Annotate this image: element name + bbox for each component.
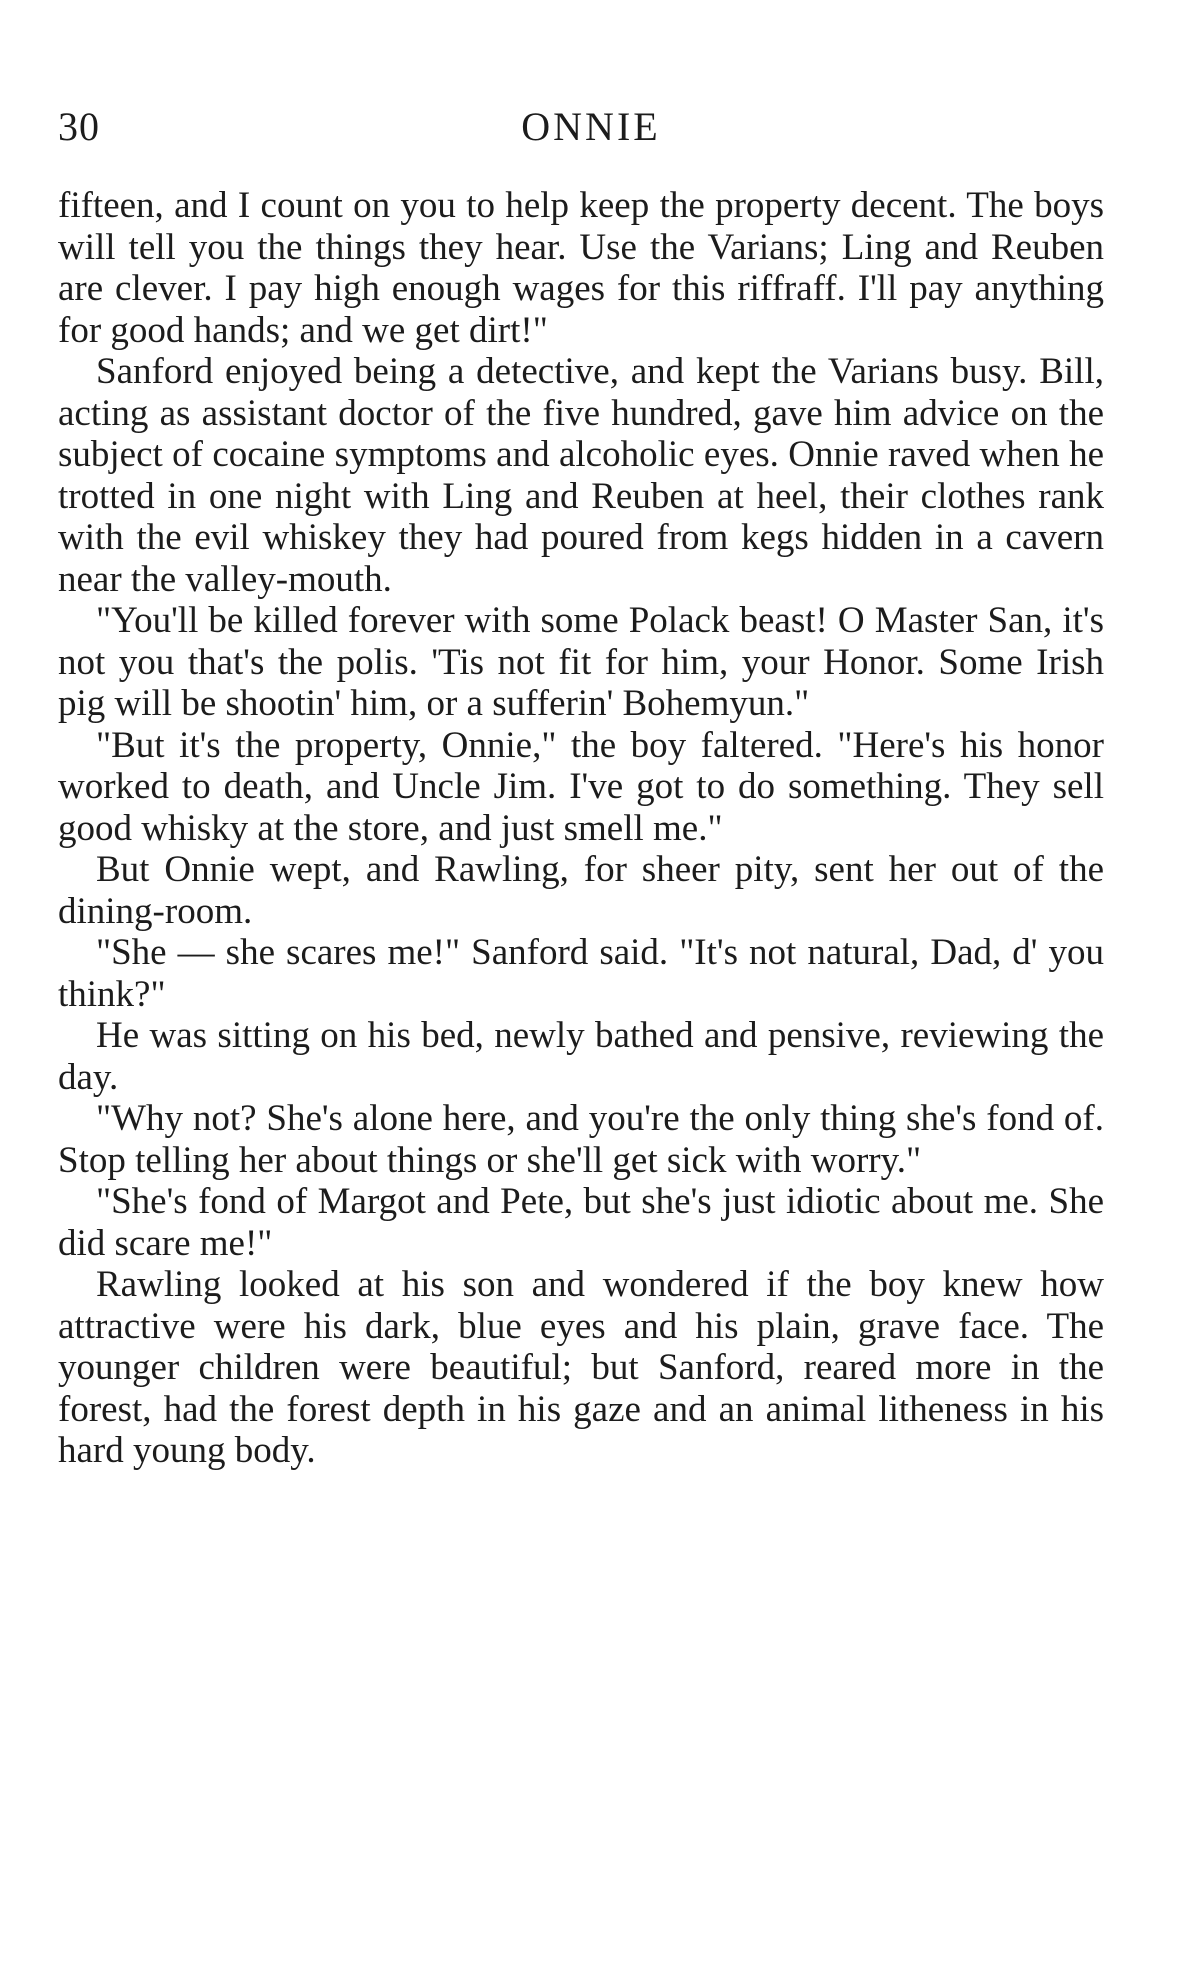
- paragraph: But Onnie wept, and Rawling, for sheer pity, sent her out of the dining-room.: [58, 849, 1104, 932]
- paragraph: "She — she scares me!" Sanford said. "It's not natural, Dad, d' you think?": [58, 932, 1104, 1015]
- running-title: ONNIE: [521, 104, 661, 149]
- paragraph: "You'll be killed forever with some Polack beast! O Master San, it's not you that's the polis. 'Tis not fit for him, your Honor. Some Irish pig will be shootin' him, or a sufferin' Bohemyun.": [58, 600, 1104, 724]
- paragraph: Rawling looked at his son and wondered if the boy knew how attractive were his dark, blue eyes and his plain, grave face. The younger children were beautiful; but Sanford, reared more in the forest, had the forest depth in his gaze and an animal litheness in his hard young body.: [58, 1264, 1104, 1471]
- page-number: 30: [58, 104, 100, 149]
- paragraph: "But it's the property, Onnie," the boy faltered. "Here's his honor worked to death, and Uncle Jim. I've got to do something. They sell good whisky at the store, and just smell me.": [58, 724, 1104, 849]
- paragraph: fifteen, and I count on you to help keep the property decent. The boys will tell you the things they hear. Use the Varians; Ling and Reuben are clever. I pay high enough wages for this riffraff. I'll pay anything for good hands; and we get dirt!": [58, 185, 1104, 351]
- body-text: [58, 185, 1104, 1472]
- paragraph: "Why not? She's alone here, and you're the only thing she's fond of. Stop telling her about things or she'll get sick with worry.": [58, 1098, 1104, 1181]
- paragraph: He was sitting on his bed, newly bathed and pensive, reviewing the day.: [58, 1015, 1104, 1098]
- paragraph: Sanford enjoyed being a detective, and kept the Varians busy. Bill, acting as assistant doctor of the five hundred, gave him advice on the subject of cocaine symptoms and alcoholic eyes. Onnie raved when he trotted in one night with Ling and Reuben at heel, their clothes rank with the evil whiskey they had poured from kegs hidden in a cavern near the valley-mouth.: [58, 351, 1104, 600]
- paragraph: "She's fond of Margot and Pete, but she's just idiotic about me. She did scare me!": [58, 1181, 1104, 1264]
